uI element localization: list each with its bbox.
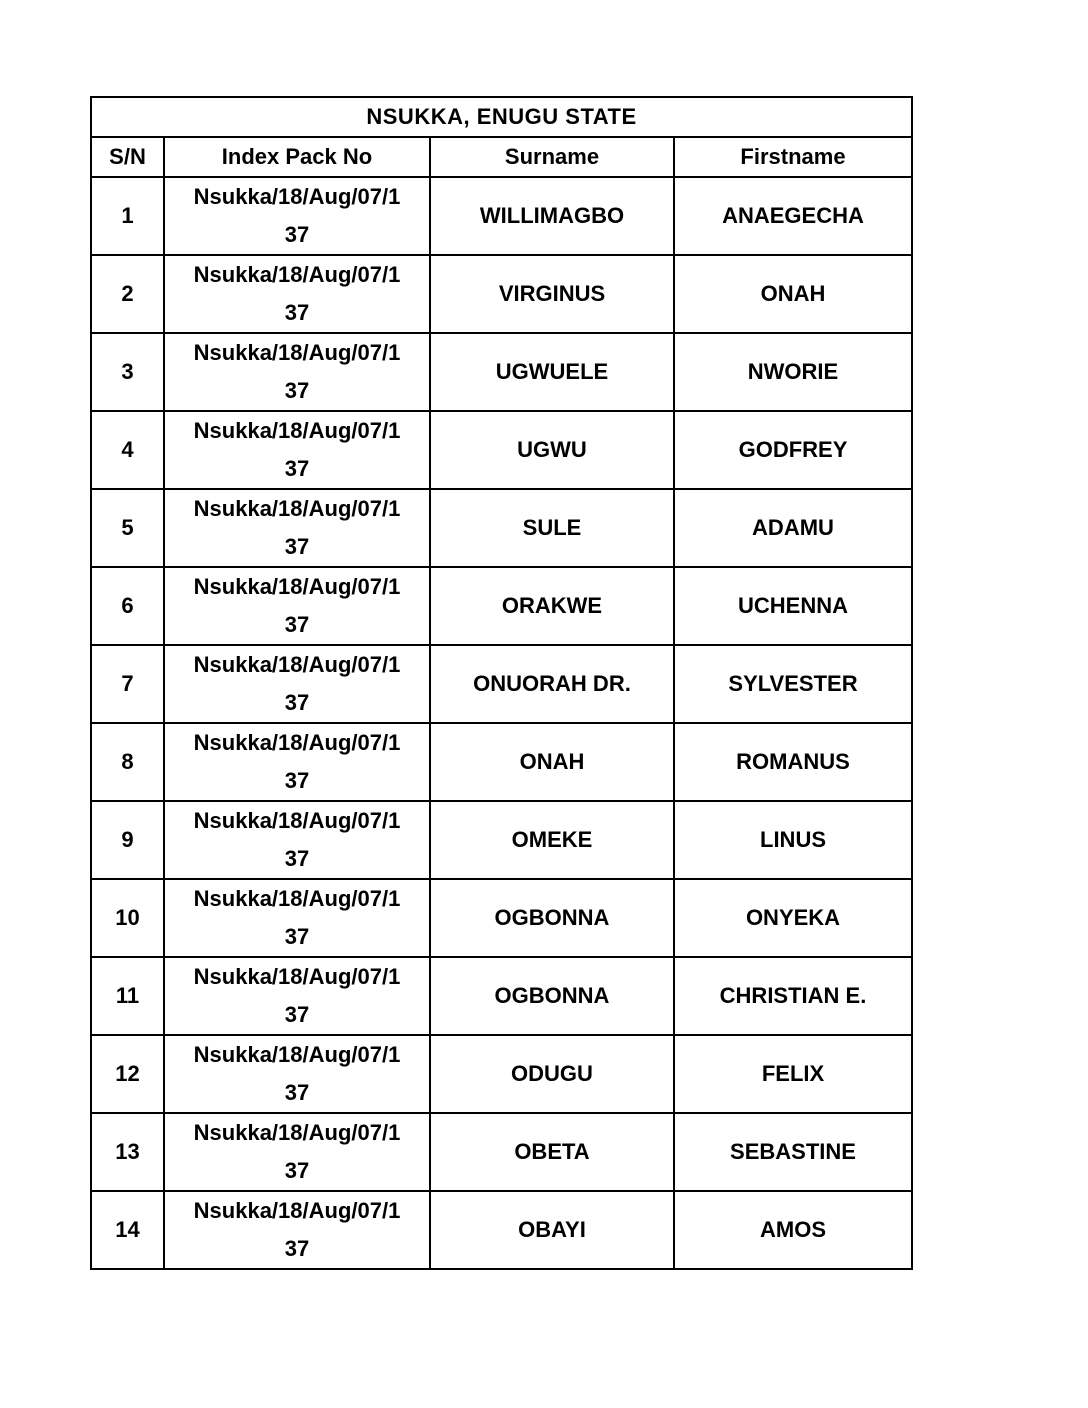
cell-firstname: ONAH: [674, 255, 912, 333]
cell-sn: 10: [91, 879, 164, 957]
cell-index-pack-no: [164, 489, 430, 567]
cell-surname: ONUORAH DR.: [430, 645, 674, 723]
cell-sn: 7: [91, 645, 164, 723]
table-row: [91, 567, 912, 645]
index-line-1: Nsukka/18/Aug/07/1: [193, 730, 401, 755]
header-sn: S/N: [91, 137, 164, 177]
cell-sn: 6: [91, 567, 164, 645]
cell-firstname: ADAMU: [674, 489, 912, 567]
cell-index-pack-no: [164, 801, 430, 879]
header-row: [91, 137, 912, 177]
index-line-2: 37: [284, 924, 310, 949]
cell-firstname: ONYEKA: [674, 879, 912, 957]
index-line-2: 37: [284, 378, 310, 403]
index-line-2: 37: [284, 300, 310, 325]
table-row: [91, 177, 912, 255]
cell-surname: OGBONNA: [430, 879, 674, 957]
index-line-2: 37: [284, 1002, 310, 1027]
cell-sn: 3: [91, 333, 164, 411]
cell-firstname: SYLVESTER: [674, 645, 912, 723]
cell-index-pack-no: [164, 411, 430, 489]
title-row: [91, 97, 912, 137]
index-line-1: Nsukka/18/Aug/07/1: [193, 184, 401, 209]
index-line-1: Nsukka/18/Aug/07/1: [193, 574, 401, 599]
cell-firstname: FELIX: [674, 1035, 912, 1113]
cell-index-pack-no: [164, 177, 430, 255]
index-line-2: 37: [284, 456, 310, 481]
index-line-1: Nsukka/18/Aug/07/1: [193, 418, 401, 443]
cell-sn: 4: [91, 411, 164, 489]
cell-surname: UGWUELE: [430, 333, 674, 411]
index-line-1: Nsukka/18/Aug/07/1: [193, 886, 401, 911]
cell-surname: UGWU: [430, 411, 674, 489]
cell-firstname: CHRISTIAN E.: [674, 957, 912, 1035]
roster-sheet: [90, 96, 911, 1270]
cell-surname: OMEKE: [430, 801, 674, 879]
table-row: [91, 489, 912, 567]
cell-surname: OBAYI: [430, 1191, 674, 1269]
table-title: NSUKKA, ENUGU STATE: [91, 97, 912, 137]
cell-index-pack-no: [164, 567, 430, 645]
cell-firstname: SEBASTINE: [674, 1113, 912, 1191]
table-row: [91, 723, 912, 801]
cell-surname: VIRGINUS: [430, 255, 674, 333]
cell-firstname: NWORIE: [674, 333, 912, 411]
index-line-1: Nsukka/18/Aug/07/1: [193, 1042, 401, 1067]
index-line-2: 37: [284, 846, 310, 871]
cell-index-pack-no: [164, 645, 430, 723]
cell-index-pack-no: [164, 1191, 430, 1269]
cell-index-pack-no: [164, 879, 430, 957]
index-line-1: Nsukka/18/Aug/07/1: [193, 652, 401, 677]
cell-surname: WILLIMAGBO: [430, 177, 674, 255]
index-line-2: 37: [284, 612, 310, 637]
roster-body: [91, 177, 912, 1269]
index-line-2: 37: [284, 534, 310, 559]
cell-sn: 14: [91, 1191, 164, 1269]
index-line-1: Nsukka/18/Aug/07/1: [193, 964, 401, 989]
table-row: [91, 645, 912, 723]
cell-sn: 9: [91, 801, 164, 879]
index-line-1: Nsukka/18/Aug/07/1: [193, 1198, 401, 1223]
cell-firstname: UCHENNA: [674, 567, 912, 645]
cell-surname: SULE: [430, 489, 674, 567]
table-row: [91, 957, 912, 1035]
index-line-2: 37: [284, 1158, 310, 1183]
cell-firstname: GODFREY: [674, 411, 912, 489]
cell-firstname: ANAEGECHA: [674, 177, 912, 255]
table-row: [91, 1035, 912, 1113]
cell-firstname: ROMANUS: [674, 723, 912, 801]
table-row: [91, 1191, 912, 1269]
table-row: [91, 333, 912, 411]
roster-table: [90, 96, 913, 1270]
cell-firstname: LINUS: [674, 801, 912, 879]
cell-index-pack-no: [164, 723, 430, 801]
cell-sn: 11: [91, 957, 164, 1035]
table-row: [91, 255, 912, 333]
cell-surname: ORAKWE: [430, 567, 674, 645]
table-row: [91, 801, 912, 879]
cell-firstname: AMOS: [674, 1191, 912, 1269]
table-row: [91, 1113, 912, 1191]
cell-sn: 12: [91, 1035, 164, 1113]
cell-surname: ONAH: [430, 723, 674, 801]
index-line-2: 37: [284, 1080, 310, 1105]
cell-index-pack-no: [164, 1113, 430, 1191]
cell-sn: 8: [91, 723, 164, 801]
index-line-1: Nsukka/18/Aug/07/1: [193, 496, 401, 521]
cell-index-pack-no: [164, 957, 430, 1035]
index-line-2: 37: [284, 1236, 310, 1261]
header-firstname: Firstname: [674, 137, 912, 177]
cell-surname: OGBONNA: [430, 957, 674, 1035]
table-row: [91, 879, 912, 957]
cell-surname: ODUGU: [430, 1035, 674, 1113]
cell-surname: OBETA: [430, 1113, 674, 1191]
index-line-2: 37: [284, 768, 310, 793]
cell-index-pack-no: [164, 1035, 430, 1113]
cell-index-pack-no: [164, 333, 430, 411]
index-line-1: Nsukka/18/Aug/07/1: [193, 340, 401, 365]
table-row: [91, 411, 912, 489]
header-surname: Surname: [430, 137, 674, 177]
header-index-pack-no: Index Pack No: [164, 137, 430, 177]
cell-sn: 13: [91, 1113, 164, 1191]
index-line-1: Nsukka/18/Aug/07/1: [193, 262, 401, 287]
cell-sn: 2: [91, 255, 164, 333]
cell-sn: 1: [91, 177, 164, 255]
index-line-1: Nsukka/18/Aug/07/1: [193, 808, 401, 833]
cell-index-pack-no: [164, 255, 430, 333]
index-line-2: 37: [284, 222, 310, 247]
index-line-1: Nsukka/18/Aug/07/1: [193, 1120, 401, 1145]
index-line-2: 37: [284, 690, 310, 715]
cell-sn: 5: [91, 489, 164, 567]
